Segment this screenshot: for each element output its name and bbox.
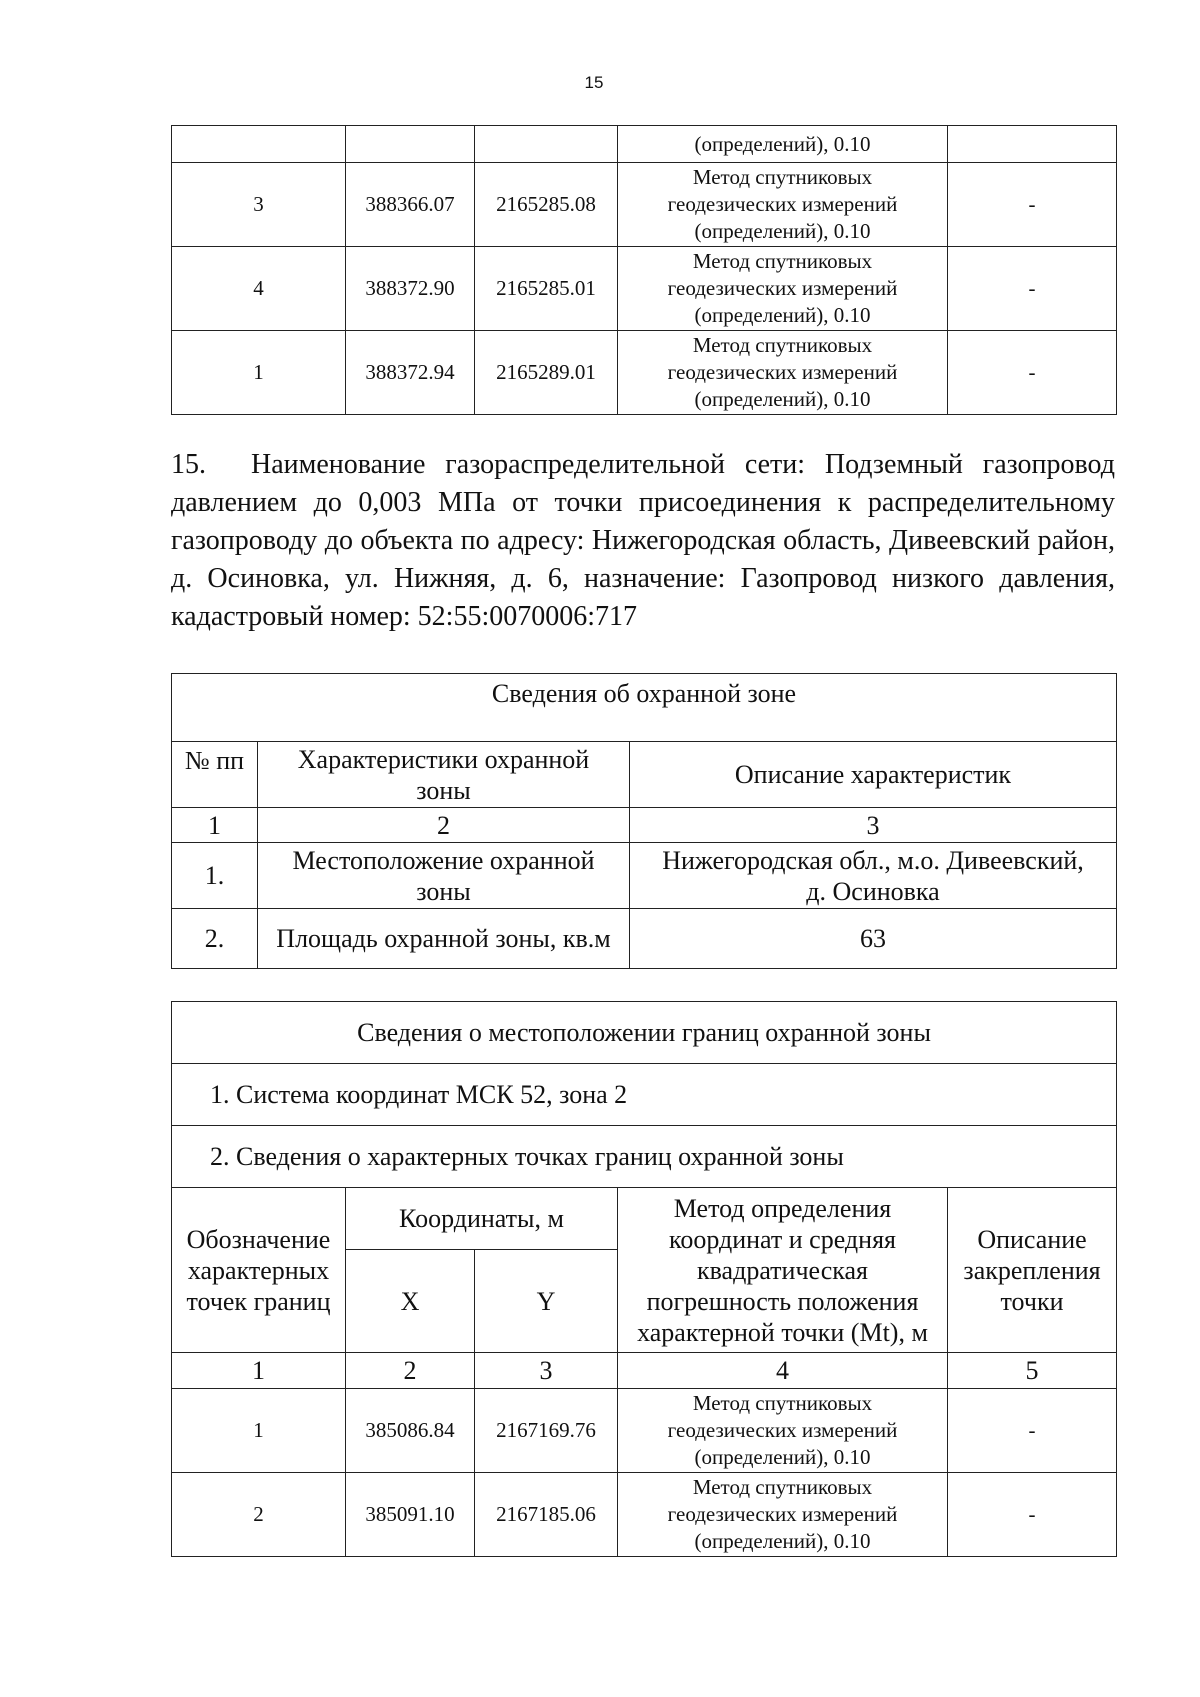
method-cell: Метод спутниковых геодезических измерений (определений), 0.10 [618,1473,948,1557]
header-y: Y [475,1250,618,1353]
description-cell: 63 [630,909,1117,969]
method-cell: Метод спутниковых геодезических измерений (определений), 0.10 [618,163,948,247]
col-header-description: Описание характеристик [630,742,1117,808]
header-coordinates: Координаты, м [346,1188,618,1250]
col-header-characteristics: Характеристики охранной зоны [258,742,630,808]
points-title: 2. Сведения о характерных точках границ охранной зоны [172,1126,1117,1188]
x-cell: 385091.10 [346,1473,475,1557]
table-row [172,1389,1117,1473]
header-fixing: Описание закрепления точки [948,1188,1117,1353]
point-cell: 2 [172,1473,346,1557]
method-cell: Метод спутниковых геодезических измерений (определений), 0.10 [618,331,948,415]
fix-cell: - [948,1389,1117,1473]
table-row [172,808,1117,843]
col-number: 4 [618,1353,948,1389]
zone-info-table [171,673,1117,969]
table-row [172,909,1117,969]
page-number: 15 [584,73,604,92]
boundary-table [171,1001,1117,1557]
coordinates-table-continued [171,125,1117,415]
table-row [172,1188,1117,1250]
y-cell: 2165289.01 [475,331,618,415]
col-number: 1 [172,808,258,843]
header-x: X [346,1250,475,1353]
row-number: 1. [172,843,258,909]
row-number: 2. [172,909,258,969]
characteristic-cell: Местоположение охранной зоны [258,843,630,909]
section-text: Наименование газораспределительной сети: Подземный газопровод давлением до 0,003 МПа от точки присоединения к распределительному газопроводу до объекта по адресу: Нижегородская область, Дивеевский район, д. Осиновка, ул. Нижняя, д. 6, назначение: Газопровод низкого давления, кадастровый номер: 52:55:0070006:717 [171,449,1115,632]
x-cell: 388372.94 [346,331,475,415]
table-row [172,1126,1117,1188]
method-cell: Метод спутниковых геодезических измерений (определений), 0.10 [618,247,948,331]
characteristic-cell: Площадь охранной зоны, кв.м [258,909,630,969]
col-header-number: № пп [172,742,258,808]
section-paragraph [171,446,1115,636]
x-cell: 385086.84 [346,1389,475,1473]
col-number: 2 [346,1353,475,1389]
col-number: 5 [948,1353,1117,1389]
table-row [172,126,1117,163]
col-number: 2 [258,808,630,843]
table-row [172,247,1117,331]
point-cell: 4 [172,247,346,331]
method-cell: (определений), 0.10 [618,126,948,163]
y-cell: 2165285.08 [475,163,618,247]
fix-cell: - [948,1473,1117,1557]
point-cell: 1 [172,1389,346,1473]
table-row [172,674,1117,742]
section-number: 15. [171,449,206,480]
y-cell: 2167169.76 [475,1389,618,1473]
col-number: 3 [630,808,1117,843]
table-row [172,163,1117,247]
point-cell: 1 [172,331,346,415]
coordinate-system: 1. Система координат МСК 52, зона 2 [172,1064,1117,1126]
fix-cell: - [948,331,1117,415]
zone-table-title: Сведения об охранной зоне [172,674,1117,742]
table-row [172,331,1117,415]
x-cell: 388366.07 [346,163,475,247]
header-method: Метод определения координат и средняя квадратическая погрешность положения характерной точки (Mt), м [618,1188,948,1353]
fix-cell: - [948,163,1117,247]
y-cell: 2167185.06 [475,1473,618,1557]
fix-cell: - [948,247,1117,331]
x-cell: 388372.90 [346,247,475,331]
table-row [172,1002,1117,1064]
point-cell: 3 [172,163,346,247]
table-row [172,1064,1117,1126]
header-designation: Обозначение характерных точек границ [172,1188,346,1353]
table-row [172,1353,1117,1389]
col-number: 1 [172,1353,346,1389]
table-row [172,843,1117,909]
y-cell: 2165285.01 [475,247,618,331]
table-row [172,1473,1117,1557]
col-number: 3 [475,1353,618,1389]
description-cell: Нижегородская обл., м.о. Дивеевский, д. Осиновка [630,843,1117,909]
boundary-table-title: Сведения о местоположении границ охранной зоны [172,1002,1117,1064]
method-cell: Метод спутниковых геодезических измерений (определений), 0.10 [618,1389,948,1473]
table-row [172,742,1117,808]
